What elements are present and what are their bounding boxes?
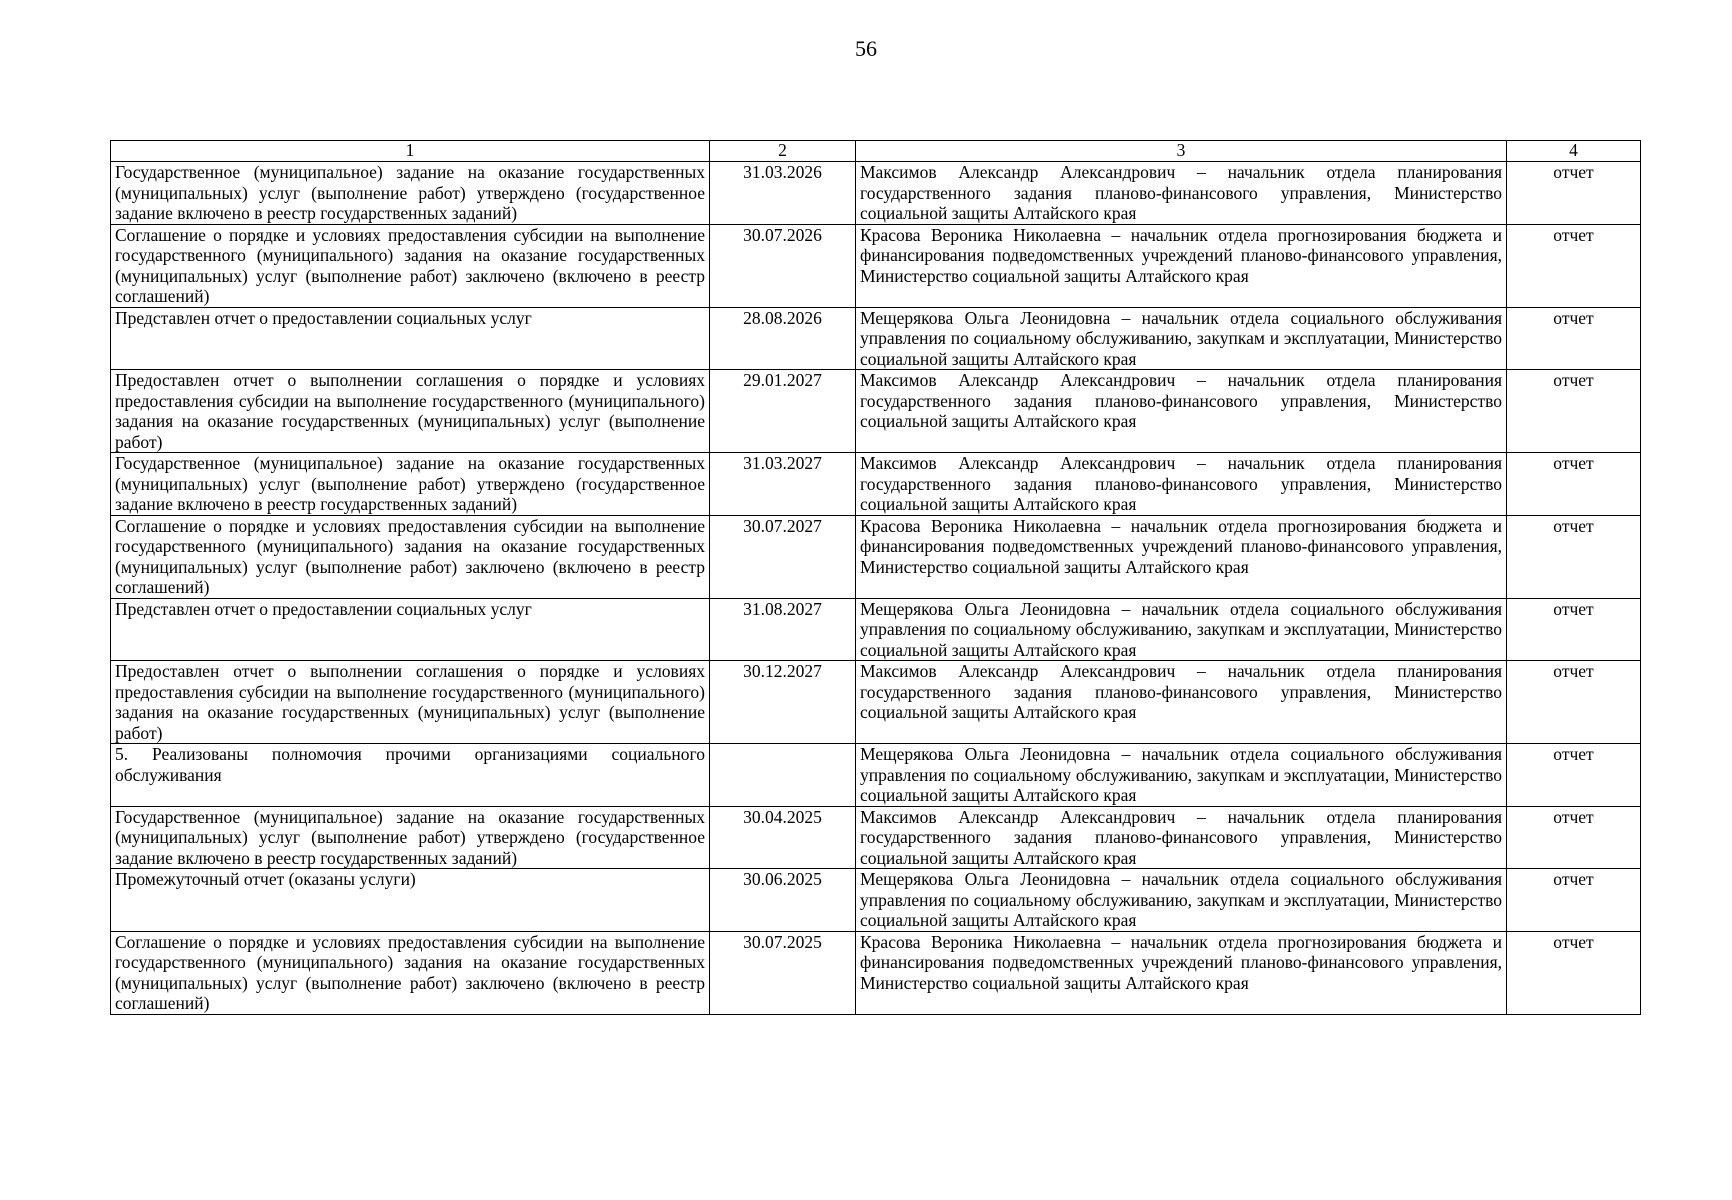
document-type-cell: отчет	[1507, 453, 1641, 516]
document-type-cell: отчет	[1507, 370, 1641, 453]
table-row	[111, 224, 1641, 307]
table-row	[111, 869, 1641, 932]
document-type-cell: отчет	[1507, 869, 1641, 932]
column-header-1: 1	[111, 141, 710, 162]
due-date-cell: 31.03.2027	[710, 453, 856, 516]
document-type-cell: отчет	[1507, 515, 1641, 598]
due-date-cell: 31.08.2027	[710, 598, 856, 661]
due-date-cell: 30.12.2027	[710, 661, 856, 744]
responsible-person-cell: Мещерякова Ольга Леонидовна – начальник отдела социального обслуживания управления по социальному обслуживанию, закупкам и эксплуатации, Министерство социальной защиты Алтайского края	[856, 598, 1507, 661]
responsible-person-cell: Максимов Александр Александрович – начальник отдела планирования государственного задания планово-финансового управления, Министерство социальной защиты Алтайского края	[856, 806, 1507, 869]
table-row	[111, 162, 1641, 225]
due-date-cell: 30.07.2025	[710, 931, 856, 1014]
document-type-cell: отчет	[1507, 806, 1641, 869]
document-type-cell: отчет	[1507, 661, 1641, 744]
due-date-cell: 30.06.2025	[710, 869, 856, 932]
document-type-cell: отчет	[1507, 931, 1641, 1014]
table-row	[111, 931, 1641, 1014]
due-date-cell	[710, 744, 856, 807]
responsible-person-cell: Мещерякова Ольга Леонидовна – начальник отдела социального обслуживания управления по социальному обслуживанию, закупкам и эксплуатации, Министерство социальной защиты Алтайского края	[856, 307, 1507, 370]
responsible-person-cell: Максимов Александр Александрович – начальник отдела планирования государственного задания планово-финансового управления, Министерство социальной защиты Алтайского края	[856, 661, 1507, 744]
column-header-3: 3	[856, 141, 1507, 162]
due-date-cell: 30.07.2027	[710, 515, 856, 598]
responsible-person-cell: Мещерякова Ольга Леонидовна – начальник отдела социального обслуживания управления по социальному обслуживанию, закупкам и эксплуатации, Министерство социальной защиты Алтайского края	[856, 869, 1507, 932]
due-date-cell: 30.07.2026	[710, 224, 856, 307]
event-description-cell: 5. Реализованы полномочия прочими организациями социального обслуживания	[111, 744, 710, 807]
column-header-4: 4	[1507, 141, 1641, 162]
document-type-cell: отчет	[1507, 224, 1641, 307]
table-row	[111, 515, 1641, 598]
document-type-cell: отчет	[1507, 162, 1641, 225]
responsible-person-cell: Красова Вероника Николаевна – начальник отдела прогнозирования бюджета и финансирования подведомственных учреждений планово-финансового управления, Министерство социальной защиты Алтайского края	[856, 931, 1507, 1014]
table-body	[111, 162, 1641, 1015]
event-description-cell: Соглашение о порядке и условиях предоставления субсидии на выполнение государственного (муниципального) задания на оказание государственных (муниципальных) услуг (выполнение работ) заключено (включено в реестр соглашений)	[111, 515, 710, 598]
table-row	[111, 806, 1641, 869]
responsible-person-cell: Красова Вероника Николаевна – начальник отдела прогнозирования бюджета и финансирования подведомственных учреждений планово-финансового управления, Министерство социальной защиты Алтайского края	[856, 224, 1507, 307]
document-type-cell: отчет	[1507, 307, 1641, 370]
event-description-cell: Представлен отчет о предоставлении социальных услуг	[111, 598, 710, 661]
table-row	[111, 307, 1641, 370]
table-row	[111, 598, 1641, 661]
table-row	[111, 744, 1641, 807]
event-description-cell: Государственное (муниципальное) задание на оказание государственных (муниципальных) услуг (выполнение работ) утверждено (государственное задание включено в реестр государственных заданий)	[111, 162, 710, 225]
responsible-person-cell: Красова Вероника Николаевна – начальник отдела прогнозирования бюджета и финансирования подведомственных учреждений планово-финансового управления, Министерство социальной защиты Алтайского края	[856, 515, 1507, 598]
responsible-person-cell: Максимов Александр Александрович – начальник отдела планирования государственного задания планово-финансового управления, Министерство социальной защиты Алтайского края	[856, 370, 1507, 453]
page-number: 56	[855, 36, 877, 61]
column-header-2: 2	[710, 141, 856, 162]
due-date-cell: 30.04.2025	[710, 806, 856, 869]
responsible-person-cell: Мещерякова Ольга Леонидовна – начальник отдела социального обслуживания управления по социальному обслуживанию, закупкам и эксплуатации, Министерство социальной защиты Алтайского края	[856, 744, 1507, 807]
responsible-person-cell: Максимов Александр Александрович – начальник отдела планирования государственного задания планово-финансового управления, Министерство социальной защиты Алтайского края	[856, 453, 1507, 516]
responsible-person-cell: Максимов Александр Александрович – начальник отдела планирования государственного задания планово-финансового управления, Министерство социальной защиты Алтайского края	[856, 162, 1507, 225]
due-date-cell: 29.01.2027	[710, 370, 856, 453]
table-row	[111, 370, 1641, 453]
event-description-cell: Государственное (муниципальное) задание на оказание государственных (муниципальных) услуг (выполнение работ) утверждено (государственное задание включено в реестр государственных заданий)	[111, 806, 710, 869]
due-date-cell: 31.03.2026	[710, 162, 856, 225]
event-description-cell: Соглашение о порядке и условиях предоставления субсидии на выполнение государственного (муниципального) задания на оказание государственных (муниципальных) услуг (выполнение работ) заключено (включено в реестр соглашений)	[111, 224, 710, 307]
event-description-cell: Предоставлен отчет о выполнении соглашения о порядке и условиях предоставления субсидии на выполнение государственного (муниципального) задания на оказание государственных (муниципальных) услуг (выполнение работ)	[111, 370, 710, 453]
document-type-cell: отчет	[1507, 598, 1641, 661]
control-points-table	[110, 140, 1641, 1015]
due-date-cell: 28.08.2026	[710, 307, 856, 370]
table-header-row	[111, 141, 1641, 162]
document-type-cell: отчет	[1507, 744, 1641, 807]
event-description-cell: Представлен отчет о предоставлении социальных услуг	[111, 307, 710, 370]
table-row	[111, 453, 1641, 516]
event-description-cell: Государственное (муниципальное) задание на оказание государственных (муниципальных) услуг (выполнение работ) утверждено (государственное задание включено в реестр государственных заданий)	[111, 453, 710, 516]
event-description-cell: Промежуточный отчет (оказаны услуги)	[111, 869, 710, 932]
event-description-cell: Предоставлен отчет о выполнении соглашения о порядке и условиях предоставления субсидии на выполнение государственного (муниципального) задания на оказание государственных (муниципальных) услуг (выполнение работ)	[111, 661, 710, 744]
event-description-cell: Соглашение о порядке и условиях предоставления субсидии на выполнение государственного (муниципального) задания на оказание государственных (муниципальных) услуг (выполнение работ) заключено (включено в реестр соглашений)	[111, 931, 710, 1014]
table-row	[111, 661, 1641, 744]
